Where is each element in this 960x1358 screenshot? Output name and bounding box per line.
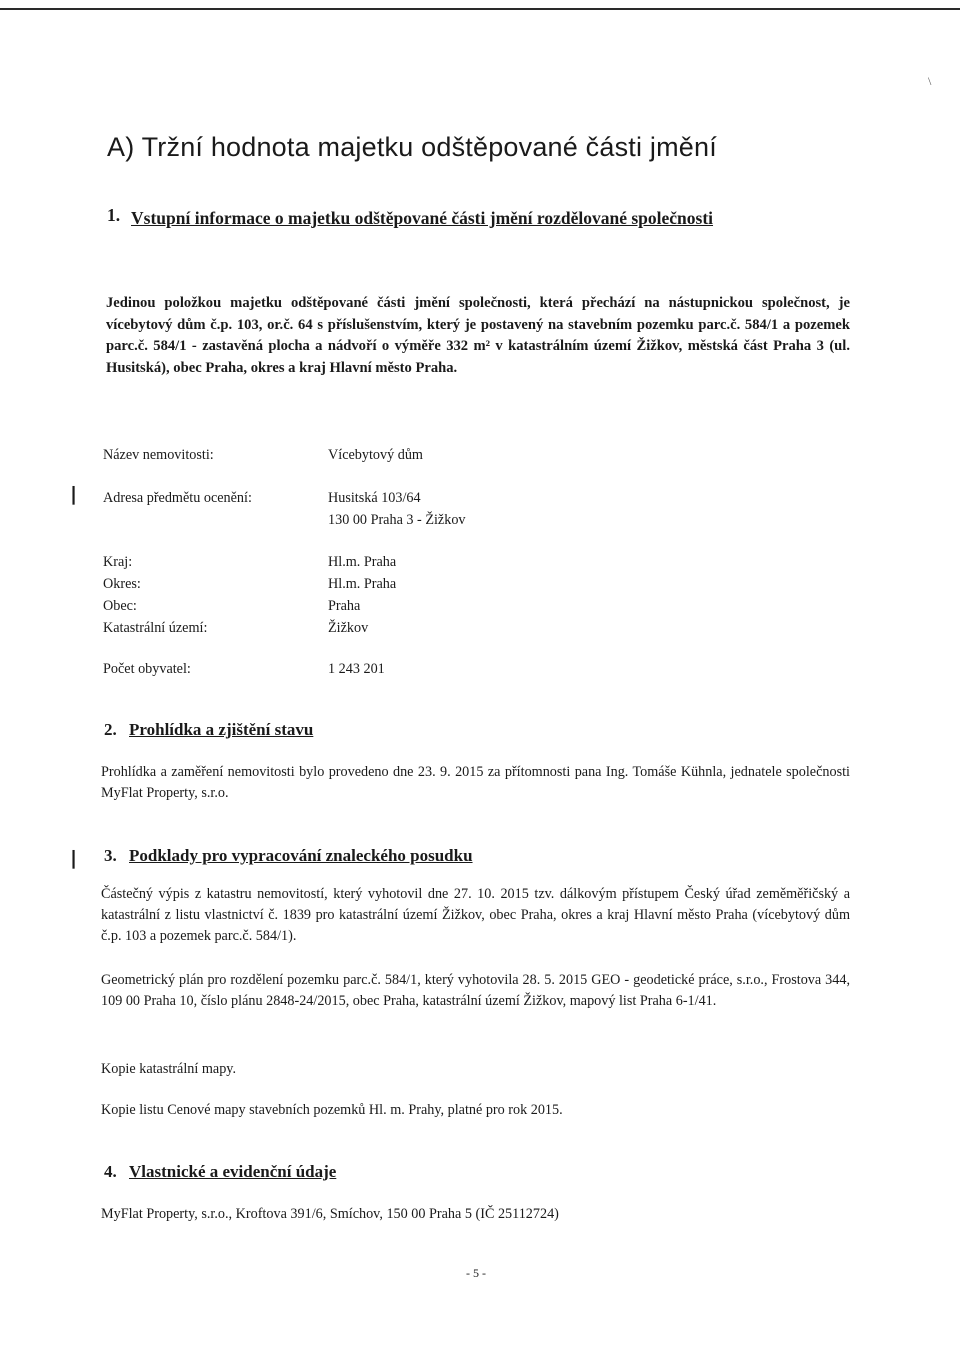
field-label: Kraj: xyxy=(103,554,133,570)
section-4-heading xyxy=(104,1162,336,1182)
field-value: Vícebytový dům xyxy=(328,447,423,463)
section-3-paragraph: Kopie katastrální mapy. xyxy=(101,1061,237,1077)
page-heading: A) Tržní hodnota majetku odštěpované části jmění xyxy=(107,132,717,162)
section-4-paragraph: MyFlat Property, s.r.o., Kroftova 391/6, Smíchov, 150 00 Praha 5 (IČ 25112724) xyxy=(101,1206,559,1222)
section-3-heading xyxy=(104,846,473,866)
field-label: Katastrální území: xyxy=(103,620,208,636)
section-3-paragraph: Geometrický plán pro rozdělení pozemku parc.č. 584/1, který vyhotovila 28. 5. 2015 GEO - geodetické práce, s.r.o., Frostova 344, 109 00 Praha 10, číslo plánu 2848-24/2015, obec Praha, katastrální území Žižkov, mapový list Praha 6-1/41. xyxy=(101,972,850,1010)
field-value: 1 243 201 xyxy=(328,661,385,677)
section-2-title: Prohlídka a zjištění stavu xyxy=(129,720,314,739)
corner-mark: \ xyxy=(928,74,932,88)
field-value: Žižkov xyxy=(328,620,369,636)
section-1-number: 1. xyxy=(107,205,121,225)
field-value: 130 00 Praha 3 - Žižkov xyxy=(328,512,466,528)
section-4-number: 4. xyxy=(104,1162,117,1181)
field-label: Obec: xyxy=(103,598,137,614)
field-value: Hl.m. Praha xyxy=(328,576,397,592)
field-value: Hl.m. Praha xyxy=(328,554,397,570)
margin-mark: ❘ xyxy=(66,484,82,504)
field-label: Název nemovitosti: xyxy=(103,447,214,463)
section-3-number: 3. xyxy=(104,846,117,865)
field-value: Husitská 103/64 xyxy=(328,490,421,506)
field-label: Okres: xyxy=(103,576,141,592)
section-1-title: Vstupní informace o majetku odštěpované části jmění rozdělované společnosti xyxy=(131,208,714,228)
section-4-title: Vlastnické a evidenční údaje xyxy=(129,1162,337,1181)
field-value: Praha xyxy=(328,598,361,614)
section-3-paragraph: Kopie listu Cenové mapy stavebních pozemků Hl. m. Prahy, platné pro rok 2015. xyxy=(101,1102,563,1118)
field-label: Počet obyvatel: xyxy=(103,661,191,677)
section-3-title: Podklady pro vypracování znaleckého posudku xyxy=(129,846,473,865)
section-1-paragraph: Jedinou položkou majetku odštěpované části jmění společnosti, která přechází na nástupnickou společnost, je vícebytový dům č.p. 103, or.č. 64 s příslušenstvím, který je postavený na stavebním pozemku parc.č. 584/1 a pozemek parc.č. 584/1 - zastavěná plocha a nádvoří o výměře 332 m² v katastrálním území Žižkov, městská část Praha 3 (ul. Husitská), obec Praha, okres a kraj Hlavní město Praha. xyxy=(106,295,850,376)
section-3-paragraph: Částečný výpis z katastru nemovitostí, který vyhotovil dne 27. 10. 2015 tzv. dálkovým přístupem Český úřad zeměměřičský a katastrální z listu vlastnictví č. 1839 pro katastrální území Žižkov, obec Praha, okres a kraj Hlavní město Praha (vícebytový dům č.p. 103 a pozemek parc.č. 584/1). xyxy=(101,886,850,945)
section-2-paragraph: Prohlídka a zaměření nemovitosti bylo provedeno dne 23. 9. 2015 za přítomnosti pana Ing. Tomáše Kühnla, jednatele společnosti MyFlat Property, s.r.o. xyxy=(101,764,850,802)
scan-top-border xyxy=(0,8,960,10)
section-2-number: 2. xyxy=(104,720,117,739)
section-2-heading xyxy=(104,720,313,740)
field-label: Adresa předmětu ocenění: xyxy=(103,490,252,506)
page-number: - 5 - xyxy=(466,1266,486,1280)
margin-mark: ❘ xyxy=(66,848,82,868)
